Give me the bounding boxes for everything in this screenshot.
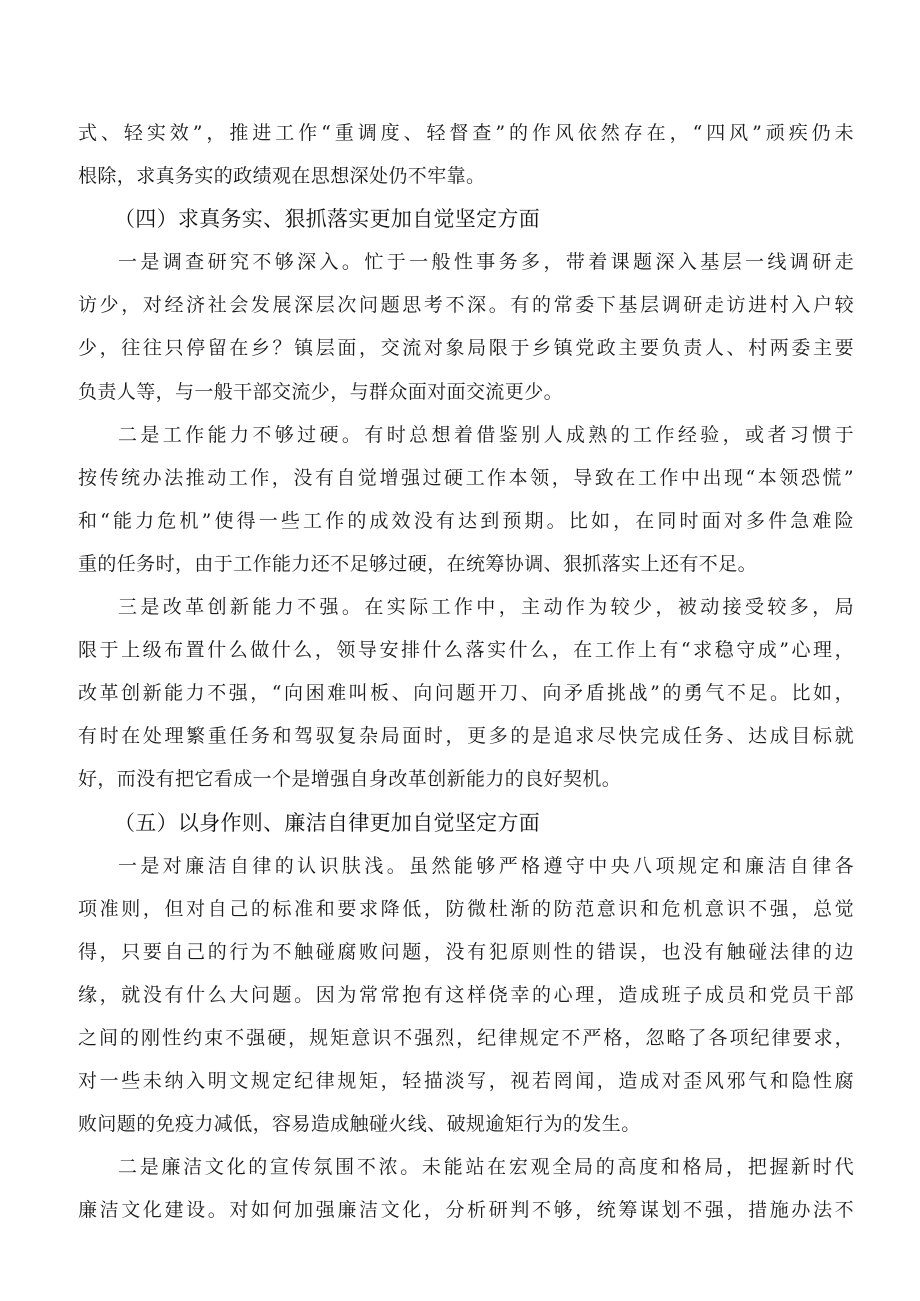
text-line: 对一些未纳入明文规定纪律规矩，轻描淡写，视若罔闻，造成对歪风邪气和隐性腐 [78,1070,854,1093]
text-line: 少，往往只停留在乡？镇层面，交流对象局限于乡镇党政主要负责人、村两委主要 [78,337,854,360]
text-line: 之间的刚性约束不强硬，规矩意识不强烈，纪律规定不严格，忽略了各项纪律要求， [78,1026,854,1049]
text-line: 二是工作能力不够过硬。有时总想着借鉴别人成熟的工作经验，或者习惯于 [118,423,854,446]
text-line: 二是廉洁文化的宣传氛围不浓。未能站在宏观全局的高度和格局，把握新时代 [118,1156,854,1179]
text-line: 一是对廉洁自律的认识肤浅。虽然能够严格遵守中央八项规定和廉洁自律各 [118,854,854,877]
text-line: 三是改革创新能力不强。在实际工作中，主动作为较少，被动接受较多，局 [118,596,854,619]
document-page [78,112,854,1232]
paragraph-integrity [78,845,854,1147]
text-line: 限于上级布置什么做什么，领导安排什么落实什么，在工作上有“求稳守成”心理， [78,639,854,662]
text-line: 项准则，但对自己的标准和要求降低，防微杜渐的防范意识和危机意识不强，总觉 [78,897,854,920]
text-line: 访少，对经济社会发展深层次问题思考不深。有的常委下基层调研走访进村入户较 [78,294,854,317]
paragraph-research [78,241,854,413]
text-line: 改革创新能力不强，“向困难叫板、向问题开刀、向矛盾挑战”的勇气不足。比如， [78,682,854,705]
text-line: 有时在处理繁重任务和驾驭复杂局面时，更多的是追求尽快完成任务、达成目标就 [78,725,854,748]
text-line: 重的任务时，由于工作能力还不足够过硬，在统筹协调、狠抓落实上还有不足。 [78,552,758,575]
text-line: 根除，求真务实的政绩观在思想深处仍不牢靠。 [78,165,486,188]
text-line: 式、轻实效”，推进工作“重调度、轻督查”的作风依然存在，“四风”顽疾仍未 [78,122,854,144]
text-line: 得，只要自己的行为不触碰腐败问题，没有犯原则性的错误，也没有触碰法律的边 [78,940,854,963]
text-line: 和“能力危机”使得一些工作的成效没有达到预期。比如，在同时面对多件急难险 [78,509,854,532]
text-line: 负责人等，与一般干部交流少，与群众面对面交流更少。 [78,380,564,403]
text-line: 败问题的免疫力减低，容易造成触碰火线、破规逾矩行为的发生。 [78,1113,641,1136]
text-line: 按传统办法推动工作，没有自觉增强过硬工作本领，导致在工作中出现“本领恐慌” [78,466,854,489]
paragraph-culture [78,1146,854,1232]
text-line: 缘，就没有什么大问题。因为常常抱有这样侥幸的心理，造成班子成员和党员干部 [78,983,854,1006]
text-line: 廉洁文化建设。对如何加强廉洁文化，分析研判不够，统筹谋划不强，措施办法不 [78,1199,854,1222]
section-heading-5: （五）以身作则、廉洁自律更加自觉坚定方面 [114,810,540,835]
paragraph-innovation [78,586,854,801]
section-heading-4: （四）求真务实、狠抓落实更加自觉坚定方面 [114,207,540,232]
paragraph-continued [78,112,854,198]
text-line: 一是调查研究不够深入。忙于一般性事务多，带着课题深入基层一线调研走 [118,251,854,274]
text-line: 好，而没有把它看成一个是增强自身改革创新能力的良好契机。 [78,768,622,791]
paragraph-ability [78,414,854,586]
